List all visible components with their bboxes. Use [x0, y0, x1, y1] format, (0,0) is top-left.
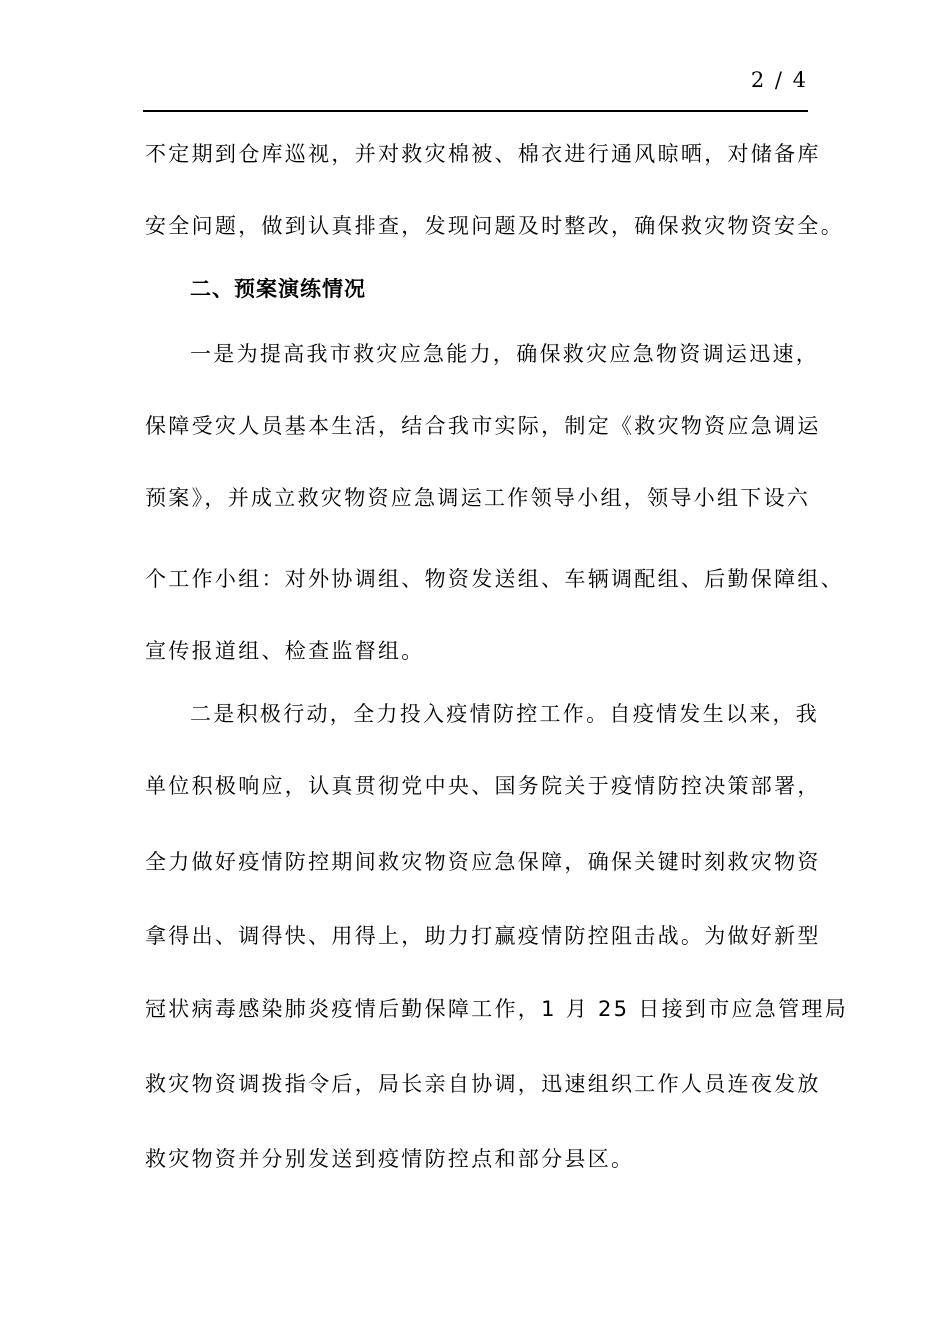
paragraph-line: 单位积极响应，认真贯彻党中央、国务院关于疫情防控决策部署， — [145, 774, 821, 798]
paragraph-line: 全力做好疫情防控期间救灾物资应急保障，确保关键时刻救灾物资 — [145, 850, 821, 874]
paragraph-line: 个工作小组：对外协调组、物资发送组、车辆调配组、后勤保障组、 — [145, 567, 844, 591]
paragraph-line: 一是为提高我市救灾应急能力，确保救灾应急物资调运迅速， — [190, 342, 820, 366]
paragraph-line: 拿得出、调得快、用得上，助力打赢疫情防控阻击战。为做好新型 — [145, 924, 821, 948]
paragraph-line: 预案》，并成立救灾物资应急调运工作领导小组，领导小组下设六 — [145, 486, 811, 510]
paragraph-line: 安全问题，做到认真排查，发现问题及时整改，确保救灾物资安全。 — [145, 214, 844, 238]
paragraph-line: 救灾物资调拨指令后，局长亲自协调，迅速组织工作人员连夜发放 — [145, 1072, 821, 1096]
paragraph-line: 不定期到仓库巡视，并对救灾棉被、棉衣进行通风晾晒，对储备库 — [145, 142, 821, 166]
paragraph-line: 保障受灾人员基本生活，结合我市实际，制定《救灾物资应急调运 — [145, 414, 821, 438]
page-number: 2 / 4 — [750, 68, 808, 92]
paragraph-line: 救灾物资并分别发送到疫情防控点和部分县区。 — [145, 1147, 635, 1171]
paragraph-line: 宣传报道组、检查监督组。 — [145, 639, 425, 663]
header-divider — [143, 110, 808, 112]
section-heading: 二、预案演练情况 — [190, 277, 366, 301]
paragraph-line: 二是积极行动，全力投入疫情防控工作。自疫情发生以来，我 — [190, 702, 820, 726]
paragraph-line: 冠状病毒感染肺炎疫情后勤保障工作，1 月 25 日接到市应急管理局 — [145, 997, 849, 1021]
